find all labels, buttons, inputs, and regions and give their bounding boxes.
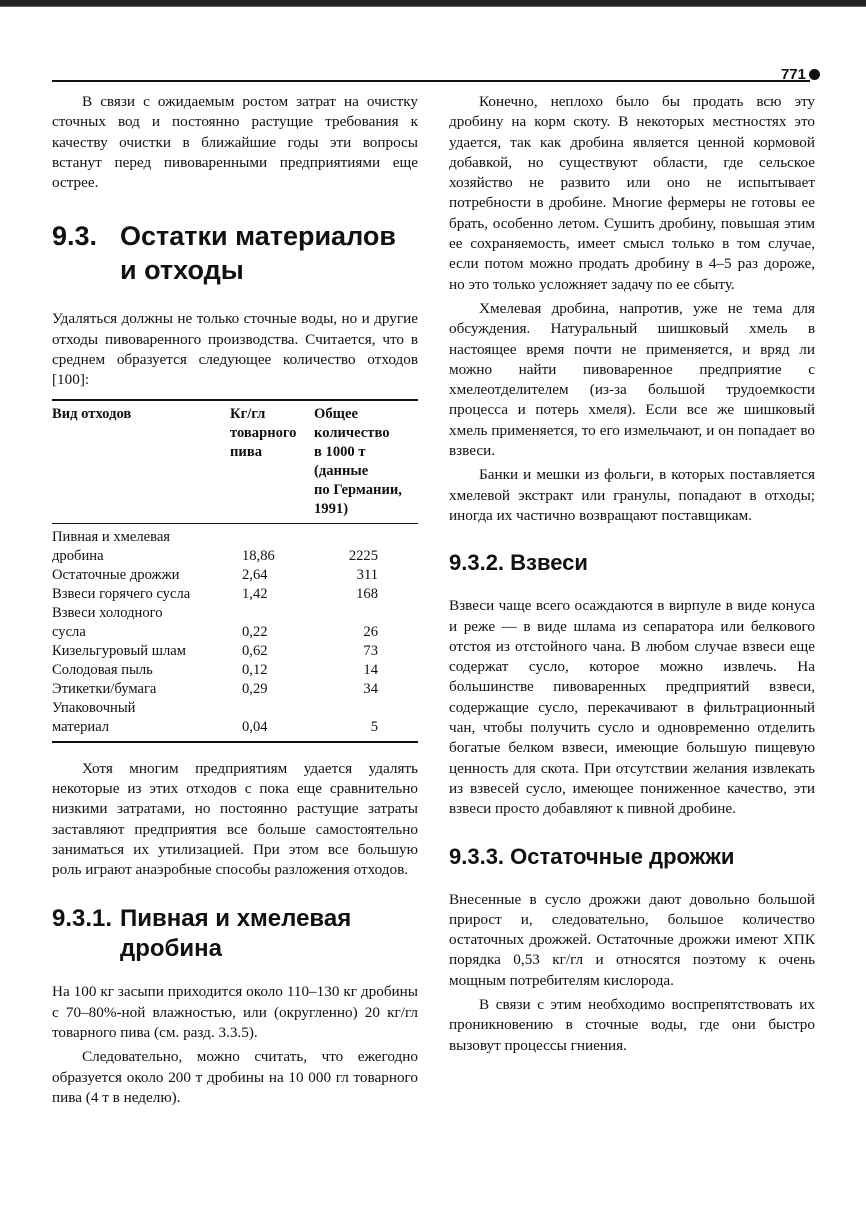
section-heading-9-3-3: [449, 842, 815, 872]
heading-text-cont: и отходы: [120, 255, 244, 286]
table-row: [52, 661, 418, 680]
paragraph: Удаляться должны не только сточные воды, но и другие отходы пивоваренного производства. Считается, что в среднем образуется следующее количество отходов [100]:: [52, 310, 418, 389]
cell-kg: 0,22: [242, 623, 268, 640]
cell-total: 168: [356, 585, 378, 602]
cell-kg: 0,04: [242, 718, 268, 735]
top-border-edge: [0, 6, 866, 7]
left-column: [52, 92, 418, 1112]
heading-number: 9.3.2.: [449, 550, 505, 576]
paragraph: Хмелевая дробина, напротив, уже не тема для обсуждения. Натуральный шишковый хмель в настоящее время почти не применяется, и вряд ли можно найти пивоваренное предприятие с хмелеотделителем (из-за большой трудоемкости процесса и потерь хмеля). Если все же шишковый хмель применяется, то его измельчают, и он попадает во взвеси.: [449, 299, 815, 460]
paragraph: Внесенные в сусло дрожжи дают довольно большой прирост и, следовательно, большое количество остаточных дрожжей. Остаточные дрожжи имеют ХПК порядка 0,53 кг/гл и относятся поэтому к очень мощным потребителям кислорода.: [449, 890, 815, 989]
heading-text-cont: дробина: [120, 935, 222, 963]
table-header-row: [52, 400, 418, 524]
cell-total: 5: [370, 718, 378, 735]
cell-total: 73: [363, 642, 378, 659]
heading-text: Остатки материалов: [120, 221, 396, 252]
section-heading-9-3-1: [52, 904, 418, 964]
cell-type: Кизельгуровый шлам: [52, 642, 186, 659]
right-column: [449, 92, 815, 1060]
table-row: [52, 699, 418, 742]
heading-number: 9.3.: [52, 221, 98, 252]
table-header-type: Вид отходов: [52, 405, 132, 422]
paragraph: В связи с этим необходимо воспрепятствовать их проникновению в сточные воды, где они быстро вызовут процессы гниения.: [449, 995, 815, 1054]
page-bullet-icon: [809, 69, 820, 80]
paragraph: В связи с ожидаемым ростом затрат на очистку сточных вод и постоянно растущие требования к качеству очистки в ближайшие годы эти вопросы встанут перед пивоваренными предприятиями еще острее.: [52, 93, 418, 192]
paragraph: Взвеси чаще всего осаждаются в вирпуле в виде конуса и реже — в виде шлама из сепаратора или белкового отстоя из отстойного чана. В любом случае взвеси еще содержат сусло, которое можно извлечь. На большинстве пивоваренных предприятий взвеси, содержащие сусло, перекачивают в фильтрационный чан, чтобы получить сусло и одновременно отделить богатые белком взвеси, имеющие большую пищевую ценность для скота. При отсутствии желания извлекать из взвесей сусло, имеющее пониженное качество, эти взвеси просто добавляют к пивной дробине.: [449, 597, 815, 818]
cell-type: Упаковочный материал: [52, 699, 136, 735]
section-heading-9-3: [52, 219, 418, 287]
cell-type: Солодовая пыль: [52, 661, 153, 678]
cell-kg: 2,64: [242, 566, 268, 583]
cell-total: 26: [363, 623, 378, 640]
table-header-total: Общее количество в 1000 т (данные по Германии, 1991): [314, 405, 402, 517]
heading-number: 9.3.1.: [52, 905, 113, 933]
paragraph: Следовательно, можно считать, что ежегодно образуется около 200 т дробины на 10 000 гл товарного пива (4 т в неделю).: [52, 1048, 418, 1106]
paragraph: Конечно, неплохо было бы продать всю эту дробину на корм скоту. В некоторых местностях это удается, так как дробина является ценной кормовой добавкой, но существуют области, где сельское хозяйство не развито или оно не испытывает потребности в дробине. Многие фермеры не готовы ее брать, особенно летом. Сушить дробину, повышая этим ее сохраняемость, имеет смысл только в том случае, если потом можно продать дробину в 4–5 раз дороже, но это только усложняет задачу по ее сбыту.: [449, 93, 815, 293]
cell-kg: 18,86: [230, 523, 314, 566]
cell-type: Пивная и хмелевая дробина: [52, 523, 230, 566]
heading-text: Взвеси: [510, 550, 588, 576]
page-number: 771: [780, 66, 806, 83]
cell-total: 34: [363, 680, 378, 697]
waste-table: [52, 399, 418, 743]
heading-number: 9.3.3.: [449, 843, 505, 869]
paragraph: Банки и мешки из фольги, в которых поставляется хмелевой экстракт или гранулы, попадают в отходы; иногда их частично возвращают поставщикам.: [449, 466, 815, 524]
cell-kg: 0,62: [242, 642, 268, 659]
cell-kg: 0,29: [242, 680, 268, 697]
cell-type: Этикетки/бумага: [52, 680, 157, 697]
heading-text: Пивная и хмелевая: [120, 905, 352, 933]
table-row: [52, 604, 418, 642]
heading-text: Остаточные дрожжи: [510, 843, 735, 869]
table-row: [52, 523, 418, 566]
table-row: [52, 566, 418, 585]
table-header-kg: Кг/гл товарного пива: [230, 405, 297, 460]
paragraph: Хотя многим предприятиям удается удалять некоторые из этих отходов с пока еще сравнительно низкими затратами, но постоянно растущие затраты заставляют предприятия все больше самостоятельно заниматься их утилизацией. При этом все большую роль играют анаэробные способы разложения отходов.: [52, 759, 418, 879]
section-heading-9-3-2: [449, 548, 815, 578]
paragraph: На 100 кг засыпи приходится около 110–130 кг дробины с 70–80%-ной влажностью, или (округленно) 20 кг/гл товарного пива (см. разд. 3.3.5).: [52, 983, 418, 1042]
cell-type: Остаточные дрожжи: [52, 566, 180, 583]
cell-kg: 1,42: [242, 585, 268, 602]
cell-kg: 0,12: [242, 661, 268, 678]
cell-type: Взвеси горячего сусла: [52, 585, 191, 602]
cell-total: 2225: [314, 523, 418, 566]
cell-total: 14: [363, 661, 378, 678]
table-row: [52, 642, 418, 661]
cell-total: 311: [356, 566, 378, 583]
cell-type: Взвеси холодного сусла: [52, 604, 163, 640]
table-row: [52, 585, 418, 604]
header-rule: [52, 80, 810, 82]
table-row: [52, 680, 418, 699]
